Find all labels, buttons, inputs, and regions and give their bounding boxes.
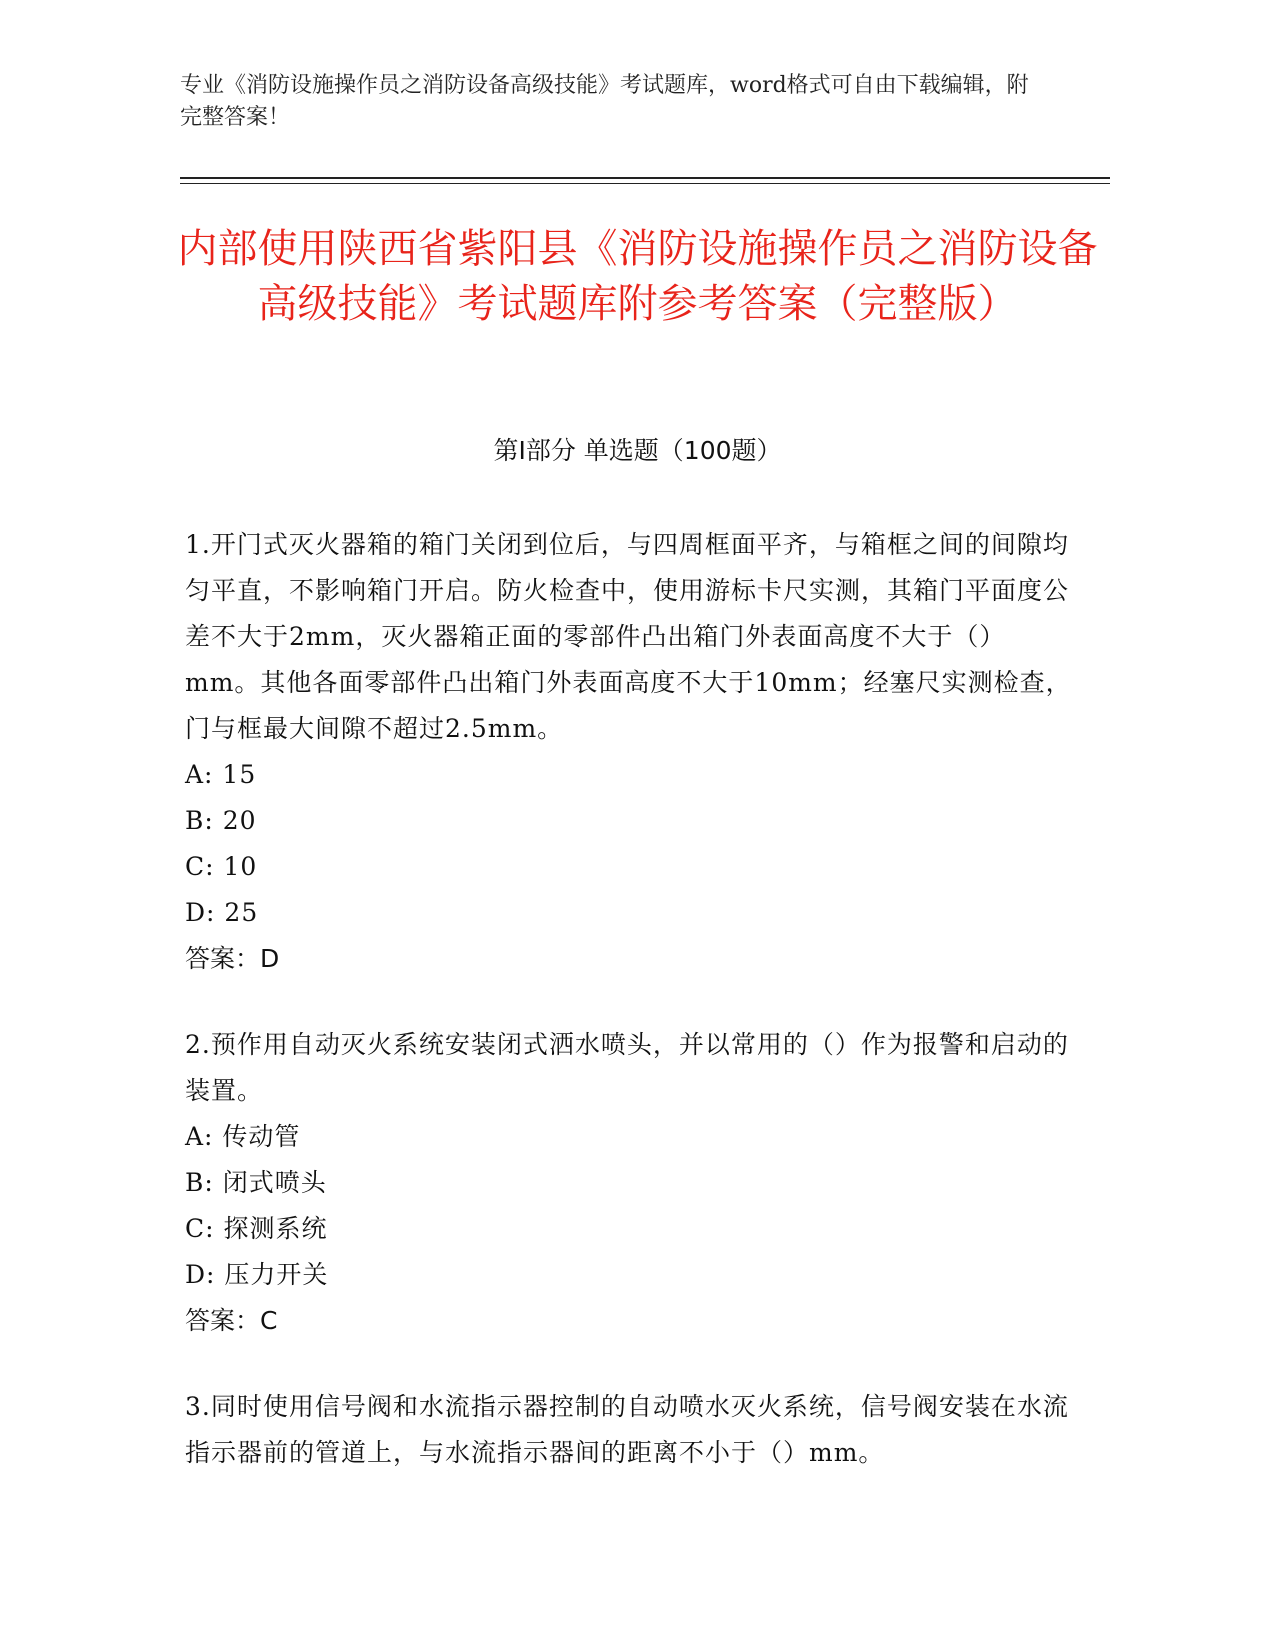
option-b: B: 闭式喷头: [185, 1168, 327, 1197]
document-title: 内部使用陕西省紫阳县《消防设施操作员之消防设备高级技能》考试题库附参考答案（完整版）: [177, 226, 1098, 327]
question-3: [185, 1384, 1075, 1476]
question-list: [185, 522, 1075, 1516]
section-title: 第I部分 单选题（100题）: [493, 436, 782, 465]
option-a: A: 传动管: [185, 1122, 301, 1151]
answer: 答案：D: [185, 944, 280, 973]
option-c: C: 探测系统: [185, 1214, 328, 1243]
header-note: 专业《消防设施操作员之消防设备高级技能》考试题库，word格式可自由下载编辑，附完整答案！: [180, 73, 1029, 130]
option-d: D: 压力开关: [185, 1260, 329, 1289]
question-text: 3.同时使用信号阀和水流指示器控制的自动喷水灭火系统，信号阀安装在水流指示器前的管道上，与水流指示器间的距离不小于（）mm。: [185, 1392, 1069, 1467]
header-rule-thin: [180, 183, 1110, 184]
option-a: A: 15: [185, 760, 257, 789]
question-1: [185, 522, 1075, 982]
header-rule-thick: [180, 177, 1110, 179]
option-c: C: 10: [185, 852, 258, 881]
question-text: 1.开门式灭火器箱的箱门关闭到位后，与四周框面平齐，与箱框之间的间隙均匀平直，不影响箱门开启。防火检查中，使用游标卡尺实测，其箱门平面度公差不大于2mm，灭火器箱正面的零部件凸出箱门外表面高度不大于（）mm。其他各面零部件凸出箱门外表面高度不大于10mm；经塞尺实测检查，门与框最大间隙不超过2.5mm。: [185, 530, 1072, 743]
answer: 答案：C: [185, 1306, 278, 1335]
question-2: [185, 1022, 1075, 1344]
option-d: D: 25: [185, 898, 259, 927]
question-text: 2.预作用自动灭火系统安装闭式洒水喷头，并以常用的（）作为报警和启动的装置。: [185, 1030, 1069, 1105]
option-b: B: 20: [185, 806, 257, 835]
